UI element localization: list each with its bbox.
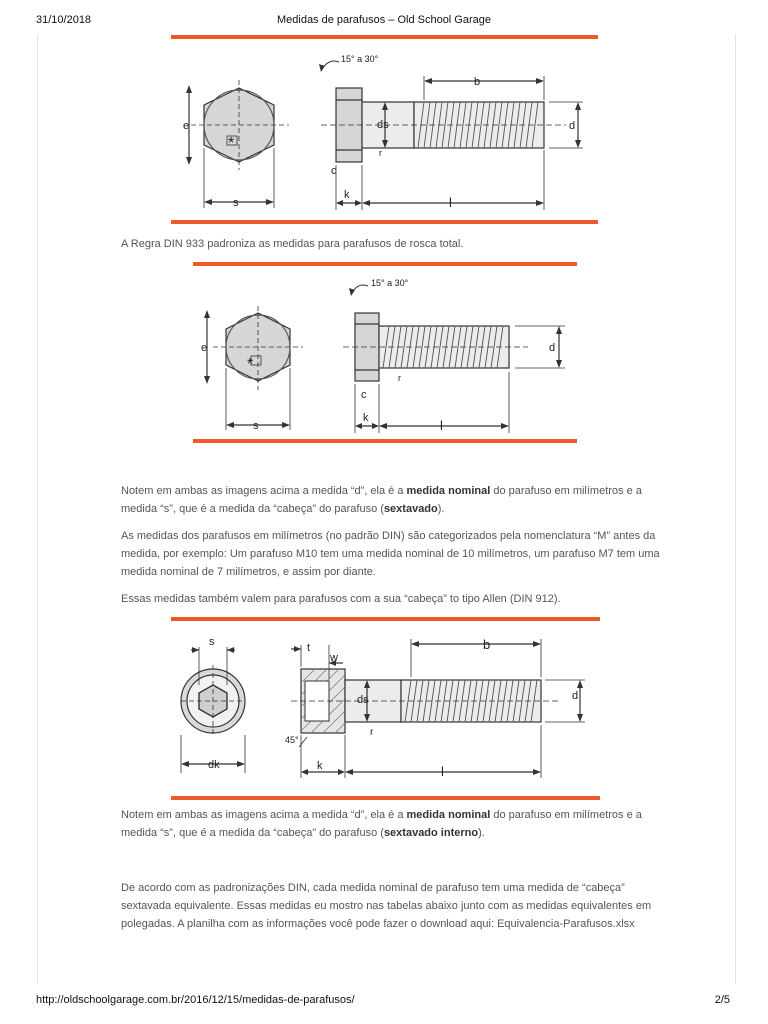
figure3-label-r: r: [370, 727, 374, 738]
paragraph-nominal-2-text-a: Notem em ambas as imagens acima a medida “d”, ela é a: [121, 809, 407, 821]
figure1-label-angle: 15° a 30°: [341, 54, 379, 64]
figure2-label-c: c: [361, 389, 367, 401]
figure2-bolt-diagram: [193, 268, 577, 436]
figure3-label-b: b: [483, 637, 491, 652]
figure2-bottom-rule: [193, 439, 577, 443]
print-page-title: Medidas de parafusos – Old School Garage: [276, 14, 492, 26]
figure2-label-d: d: [549, 342, 556, 354]
figure3-allen-bolt-diagram: [171, 623, 601, 793]
figure1-top-rule: [171, 35, 598, 39]
figure1-label-e: e: [183, 120, 190, 132]
figure1-label-r: r: [379, 148, 382, 158]
figure1-label-c: c: [331, 165, 337, 177]
figure3-label-d: d: [572, 690, 579, 702]
figure3-label-s: s: [209, 636, 215, 648]
figure2-label-s: s: [253, 420, 259, 432]
paragraph-din-tables: De acordo com as padronizações DIN, cada medida nominal de parafuso tem uma medida de “cabeça” sextavada equivalente. Essas medidas eu mostro nas tabelas abaixo junto com as medidas equivalentes em polegadas. A planilha com as informações você pode fazer o download aqui: Equivalencia-Parafusos.xlsx: [121, 882, 652, 930]
figure3-label-w: w: [330, 652, 338, 664]
figure3-bottom-rule: [171, 796, 600, 800]
paragraph-din-nomenclature: As medidas dos parafusos em milímetros (no padrão DIN) são categorizados pela nomenclatura “M” antes da medida, por exemplo: Um parafuso M10 tem uma medida nominal de 10 milímetros, um parafuso M7 tem uma medida nominal de 7 milímetros, e assim por diante.: [121, 530, 660, 578]
figure3-label-t: t: [307, 642, 311, 654]
paragraph-nominal-2-text-b: do parafuso em milímetros e a medida “s”, que é a medida da “cabeça” do parafuso (: [121, 809, 642, 839]
print-header: [0, 14, 768, 30]
print-date: 31/10/2018: [36, 14, 92, 26]
figure1-label-ds: ds: [377, 119, 389, 131]
paragraph-nominal-1-strong-a: medida nominal: [406, 485, 491, 497]
figure3-label-k: k: [317, 760, 323, 772]
paragraph-nominal-2-strong-b: sextavado interno: [383, 827, 479, 839]
print-footer: [0, 994, 768, 1010]
print-url: http://oldschoolgarage.com.br/2016/12/15/medidas-de-parafusos/: [36, 994, 355, 1006]
figure1-label-k: k: [344, 189, 350, 201]
figure3-label-angle: 45°: [285, 735, 299, 745]
paragraph-nominal-2-text-c: ).: [478, 827, 485, 839]
paragraph-nominal-1-text-b: do parafuso em milímetros e a medida “s”, que é a medida da “cabeça” do parafuso (: [121, 485, 642, 515]
paragraph-nominal-1-text-a: Notem em ambas as imagens acima a medida “d”, ela é a: [121, 485, 407, 497]
paragraph-nominal-1-text-c: ).: [437, 503, 445, 515]
figure1-label-s: s: [233, 197, 239, 209]
paragraph-nominal-1: [121, 482, 661, 518]
paragraph-allen: Essas medidas também valem para parafusos com a sua “cabeça” to tipo Allen (DIN 912).: [121, 593, 561, 605]
paragraph-nominal-1-strong-b: sextavado: [383, 503, 438, 515]
figure2-label-e: e: [201, 342, 208, 354]
figure2-label-k: k: [363, 412, 369, 424]
figure2-label-l: l: [440, 418, 443, 433]
content-border-right: [735, 34, 736, 984]
content-border-left: [37, 34, 38, 984]
figure3-label-l: l: [441, 764, 444, 779]
paragraph-nominal-2-strong-a: medida nominal: [406, 809, 491, 821]
figure3-top-rule: [171, 617, 600, 621]
figure3-label-dk: dk: [208, 759, 220, 771]
figure2-top-rule: [193, 262, 577, 266]
caption-din933: A Regra DIN 933 padroniza as medidas para parafusos de rosca total.: [121, 238, 464, 250]
figure2-label-r: r: [398, 373, 401, 383]
figure1-label-l: l: [449, 195, 452, 210]
figure1-label-d: d: [569, 120, 576, 132]
paragraph-nominal-2: [121, 806, 661, 842]
figure2-label-angle: 15° a 30°: [371, 278, 409, 288]
figure1-star-label: *: [228, 135, 235, 152]
figure1-bottom-rule: [171, 220, 598, 224]
figure2-star-label: *: [247, 356, 254, 373]
figure3-label-ds: ds: [357, 694, 369, 706]
print-page-number: 2/5: [714, 994, 730, 1006]
figure1-label-b: b: [474, 76, 481, 88]
figure1-din933-bolt-diagram: [171, 40, 601, 220]
